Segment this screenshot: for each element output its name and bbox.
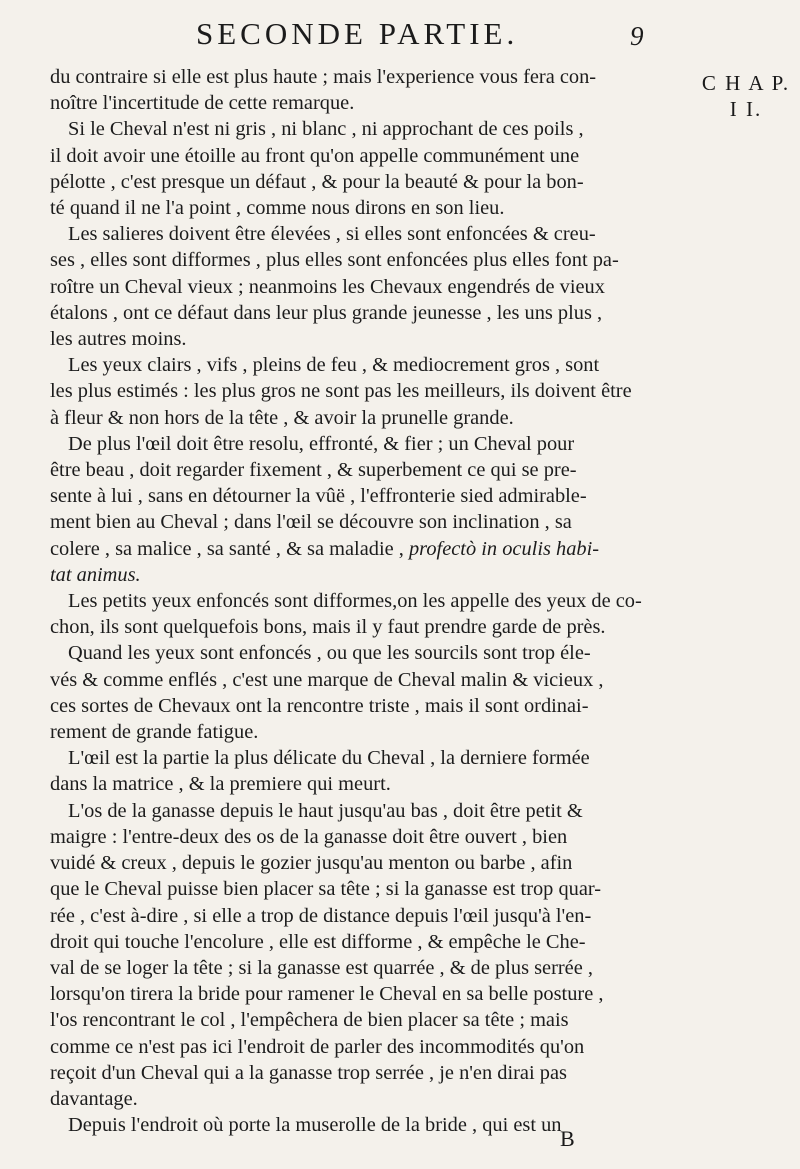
text-line: chon, ils sont quelquefois bons, mais il y faut prendre garde de près. <box>50 616 606 639</box>
text-line: reçoit d'un Cheval qui a la ganasse trop serrée , je n'en dirai pas <box>50 1061 567 1084</box>
text-line: comme ce n'est pas ici l'endroit de parler des incommodités qu'on <box>50 1035 585 1058</box>
signature-mark: B <box>560 1126 575 1151</box>
chapter-margin-note <box>700 70 792 122</box>
text-line: Les yeux clairs , vifs , pleins de feu , & mediocrement gros , sont <box>68 354 600 377</box>
latin-phrase: profectò in oculis habi- <box>408 537 600 560</box>
text-line: tat animus. <box>50 563 141 586</box>
text-line: lorsqu'on tirera la bride pour ramener le Cheval en sa belle posture , <box>50 983 604 1006</box>
page-header <box>0 14 800 58</box>
margin-note-line-2: I I. <box>729 97 763 121</box>
text-line: maigre : l'entre-deux des os de la ganasse doit être ouvert , bien <box>50 825 568 848</box>
text-line: davantage. <box>50 1087 138 1110</box>
running-title: SECONDE PARTIE. <box>196 16 519 51</box>
text-line: rée , c'est à-dire , si elle a trop de distance depuis l'œil jusqu'à l'en- <box>50 904 592 927</box>
text-line: Quand les yeux sont enfoncés , ou que les sourcils sont trop éle- <box>68 642 591 665</box>
text-line: ses , elles sont difformes , plus elles sont enfoncées plus elles font pa- <box>50 249 619 272</box>
text-line: être beau , doit regarder fixement , & superbement ce qui se pre- <box>50 459 577 482</box>
text-line: vuidé & creux , depuis le gozier jusqu'au menton ou barbe , afin <box>50 852 573 875</box>
text-line: noître l'incertitude de cette remarque. <box>50 92 355 115</box>
margin-note-line-1: C H A P. <box>701 71 791 95</box>
text-line: Les salieres doivent être élevées , si elles sont enfoncées & creu- <box>68 223 596 246</box>
text-line: les plus estimés : les plus gros ne sont pas les meilleurs, ils doivent être <box>50 380 632 403</box>
text-line: De plus l'œil doit être resolu, effronté, & fier ; un Cheval pour <box>68 432 575 455</box>
text-line: à fleur & non hors de la tête , & avoir la prunelle grande. <box>50 406 514 429</box>
text-line: L'os de la ganasse depuis le haut jusqu'au bas , doit être petit & <box>68 799 583 822</box>
text-line: il doit avoir une étoille au front qu'on appelle communément une <box>50 144 580 167</box>
text-line: l'os rencontrant le col , l'empêchera de bien placer sa tête ; mais <box>50 1009 569 1032</box>
text-line: val de se loger la tête ; si la ganasse est quarrée , & de plus serrée , <box>50 956 593 979</box>
text-line: du contraire si elle est plus haute ; mais l'experience vous fera con- <box>50 66 597 88</box>
text-line: droit qui touche l'encolure , elle est difforme , & empêche le Che- <box>50 930 586 953</box>
text-line: rement de grande fatigue. <box>50 721 259 744</box>
body-text <box>50 64 696 1138</box>
text-line: Les petits yeux enfoncés sont difformes,on les appelle des yeux de co- <box>68 590 642 613</box>
text-line: L'œil est la partie la plus délicate du Cheval , la derniere formée <box>68 747 590 770</box>
text-line: que le Cheval puisse bien placer sa tête ; si la ganasse est trop quar- <box>50 878 602 901</box>
text-line: ment bien au Cheval ; dans l'œil se découvre son inclination , sa <box>50 511 572 534</box>
text-line: roître un Cheval vieux ; neanmoins les Chevaux engendrés de vieux <box>50 275 605 298</box>
text-line: étalons , ont ce défaut dans leur plus grande jeunesse , les uns plus , <box>50 301 603 324</box>
text-line: Depuis l'endroit où porte la muserolle de la bride , qui est un <box>68 1114 562 1137</box>
text-line: sente à lui , sans en détourner la vûë , l'effronterie sied admirable- <box>50 485 587 508</box>
text-line: ces sortes de Chevaux ont la rencontre triste , mais il sont ordinai- <box>50 694 589 717</box>
text-line: colere , sa malice , sa santé , & sa maladie , <box>50 537 404 560</box>
text-line: les autres moins. <box>50 328 187 351</box>
text-line: Si le Cheval n'est ni gris , ni blanc , ni approchant de ces poils , <box>68 118 584 141</box>
text-line: pélotte , c'est presque un défaut , & pour la beauté & pour la bon- <box>50 170 584 193</box>
text-line: dans la matrice , & la premiere qui meurt. <box>50 773 391 796</box>
text-line: vés & comme enflés , c'est une marque de Cheval malin & vicieux , <box>50 668 604 691</box>
text-line-with-latin <box>50 536 696 562</box>
text-line: té quand il ne l'a point , comme nous dirons en son lieu. <box>50 197 505 220</box>
page-number: 9 <box>630 21 644 51</box>
